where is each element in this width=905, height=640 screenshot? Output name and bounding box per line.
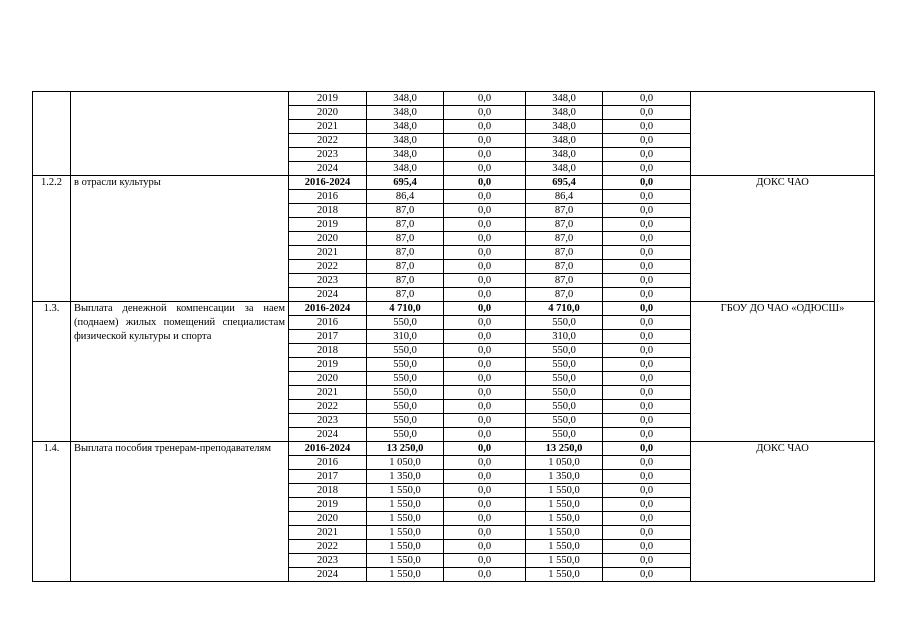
other-value-cell: 0,0 bbox=[603, 218, 691, 232]
year-cell: 2020 bbox=[289, 512, 367, 526]
total-value-cell: 1 050,0 bbox=[367, 456, 444, 470]
other-value-cell: 0,0 bbox=[603, 442, 691, 456]
total-value-cell: 348,0 bbox=[367, 134, 444, 148]
other-value-cell: 0,0 bbox=[603, 92, 691, 106]
federal-value-cell: 0,0 bbox=[444, 330, 526, 344]
table-total-row bbox=[33, 302, 875, 316]
total-value-cell: 1 550,0 bbox=[367, 512, 444, 526]
regional-value-cell: 550,0 bbox=[526, 372, 603, 386]
other-value-cell: 0,0 bbox=[603, 358, 691, 372]
year-cell: 2017 bbox=[289, 330, 367, 344]
federal-value-cell: 0,0 bbox=[444, 148, 526, 162]
year-cell: 2022 bbox=[289, 260, 367, 274]
regional-value-cell: 1 550,0 bbox=[526, 498, 603, 512]
item-name-cell: в отрасли культуры bbox=[71, 176, 289, 302]
total-value-cell: 1 350,0 bbox=[367, 470, 444, 484]
year-cell: 2023 bbox=[289, 148, 367, 162]
federal-value-cell: 0,0 bbox=[444, 344, 526, 358]
federal-value-cell: 0,0 bbox=[444, 442, 526, 456]
federal-value-cell: 0,0 bbox=[444, 246, 526, 260]
regional-value-cell: 4 710,0 bbox=[526, 302, 603, 316]
year-cell: 2021 bbox=[289, 246, 367, 260]
federal-value-cell: 0,0 bbox=[444, 512, 526, 526]
other-value-cell: 0,0 bbox=[603, 246, 691, 260]
total-value-cell: 550,0 bbox=[367, 386, 444, 400]
year-cell: 2016-2024 bbox=[289, 442, 367, 456]
other-value-cell: 0,0 bbox=[603, 274, 691, 288]
total-value-cell: 87,0 bbox=[367, 274, 444, 288]
item-name-cell: Выплата пособия тренерам-преподавателям bbox=[71, 442, 289, 582]
regional-value-cell: 87,0 bbox=[526, 218, 603, 232]
other-value-cell: 0,0 bbox=[603, 302, 691, 316]
total-value-cell: 550,0 bbox=[367, 344, 444, 358]
total-value-cell: 695,4 bbox=[367, 176, 444, 190]
year-cell: 2016 bbox=[289, 456, 367, 470]
regional-value-cell: 348,0 bbox=[526, 162, 603, 176]
regional-value-cell: 1 550,0 bbox=[526, 568, 603, 582]
total-value-cell: 550,0 bbox=[367, 400, 444, 414]
other-value-cell: 0,0 bbox=[603, 232, 691, 246]
total-value-cell: 1 550,0 bbox=[367, 568, 444, 582]
other-value-cell: 0,0 bbox=[603, 106, 691, 120]
regional-value-cell: 348,0 bbox=[526, 148, 603, 162]
budget-table bbox=[32, 91, 875, 582]
regional-value-cell: 348,0 bbox=[526, 92, 603, 106]
other-value-cell: 0,0 bbox=[603, 386, 691, 400]
total-value-cell: 348,0 bbox=[367, 120, 444, 134]
other-value-cell: 0,0 bbox=[603, 540, 691, 554]
year-cell: 2019 bbox=[289, 358, 367, 372]
total-value-cell: 87,0 bbox=[367, 204, 444, 218]
other-value-cell: 0,0 bbox=[603, 484, 691, 498]
federal-value-cell: 0,0 bbox=[444, 540, 526, 554]
other-value-cell: 0,0 bbox=[603, 512, 691, 526]
year-cell: 2020 bbox=[289, 232, 367, 246]
other-value-cell: 0,0 bbox=[603, 190, 691, 204]
year-cell: 2017 bbox=[289, 470, 367, 484]
regional-value-cell: 550,0 bbox=[526, 386, 603, 400]
other-value-cell: 0,0 bbox=[603, 134, 691, 148]
regional-value-cell: 1 550,0 bbox=[526, 526, 603, 540]
federal-value-cell: 0,0 bbox=[444, 400, 526, 414]
federal-value-cell: 0,0 bbox=[444, 372, 526, 386]
total-value-cell: 86,4 bbox=[367, 190, 444, 204]
other-value-cell: 0,0 bbox=[603, 344, 691, 358]
other-value-cell: 0,0 bbox=[603, 204, 691, 218]
regional-value-cell: 86,4 bbox=[526, 190, 603, 204]
year-cell: 2019 bbox=[289, 218, 367, 232]
total-value-cell: 348,0 bbox=[367, 162, 444, 176]
regional-value-cell: 348,0 bbox=[526, 120, 603, 134]
year-cell: 2022 bbox=[289, 134, 367, 148]
federal-value-cell: 0,0 bbox=[444, 456, 526, 470]
other-value-cell: 0,0 bbox=[603, 330, 691, 344]
table-row bbox=[33, 92, 875, 106]
table-total-row bbox=[33, 176, 875, 190]
other-value-cell: 0,0 bbox=[603, 372, 691, 386]
other-value-cell: 0,0 bbox=[603, 498, 691, 512]
year-cell: 2016-2024 bbox=[289, 176, 367, 190]
regional-value-cell: 310,0 bbox=[526, 330, 603, 344]
year-cell: 2018 bbox=[289, 344, 367, 358]
federal-value-cell: 0,0 bbox=[444, 232, 526, 246]
responsible-cell: ДОКС ЧАО bbox=[691, 176, 875, 302]
regional-value-cell: 550,0 bbox=[526, 358, 603, 372]
regional-value-cell: 87,0 bbox=[526, 288, 603, 302]
year-cell: 2019 bbox=[289, 92, 367, 106]
regional-value-cell: 1 350,0 bbox=[526, 470, 603, 484]
regional-value-cell: 1 550,0 bbox=[526, 554, 603, 568]
total-value-cell: 87,0 bbox=[367, 218, 444, 232]
federal-value-cell: 0,0 bbox=[444, 288, 526, 302]
other-value-cell: 0,0 bbox=[603, 120, 691, 134]
other-value-cell: 0,0 bbox=[603, 428, 691, 442]
year-cell: 2023 bbox=[289, 414, 367, 428]
federal-value-cell: 0,0 bbox=[444, 484, 526, 498]
other-value-cell: 0,0 bbox=[603, 554, 691, 568]
regional-value-cell: 550,0 bbox=[526, 414, 603, 428]
total-value-cell: 1 550,0 bbox=[367, 484, 444, 498]
federal-value-cell: 0,0 bbox=[444, 302, 526, 316]
federal-value-cell: 0,0 bbox=[444, 498, 526, 512]
federal-value-cell: 0,0 bbox=[444, 176, 526, 190]
other-value-cell: 0,0 bbox=[603, 162, 691, 176]
year-cell: 2016-2024 bbox=[289, 302, 367, 316]
total-value-cell: 87,0 bbox=[367, 246, 444, 260]
total-value-cell: 348,0 bbox=[367, 92, 444, 106]
year-cell: 2016 bbox=[289, 190, 367, 204]
other-value-cell: 0,0 bbox=[603, 400, 691, 414]
total-value-cell: 550,0 bbox=[367, 358, 444, 372]
year-cell: 2022 bbox=[289, 400, 367, 414]
year-cell: 2016 bbox=[289, 316, 367, 330]
federal-value-cell: 0,0 bbox=[444, 470, 526, 484]
regional-value-cell: 1 550,0 bbox=[526, 512, 603, 526]
total-value-cell: 348,0 bbox=[367, 148, 444, 162]
regional-value-cell: 1 550,0 bbox=[526, 540, 603, 554]
year-cell: 2024 bbox=[289, 568, 367, 582]
federal-value-cell: 0,0 bbox=[444, 554, 526, 568]
year-cell: 2024 bbox=[289, 162, 367, 176]
regional-value-cell: 550,0 bbox=[526, 400, 603, 414]
year-cell: 2018 bbox=[289, 484, 367, 498]
total-value-cell: 87,0 bbox=[367, 232, 444, 246]
year-cell: 2023 bbox=[289, 274, 367, 288]
item-number-cell: 1.3. bbox=[33, 302, 71, 442]
year-cell: 2023 bbox=[289, 554, 367, 568]
other-value-cell: 0,0 bbox=[603, 316, 691, 330]
year-cell: 2021 bbox=[289, 386, 367, 400]
federal-value-cell: 0,0 bbox=[444, 316, 526, 330]
federal-value-cell: 0,0 bbox=[444, 568, 526, 582]
other-value-cell: 0,0 bbox=[603, 568, 691, 582]
year-cell: 2018 bbox=[289, 204, 367, 218]
responsible-cell bbox=[691, 92, 875, 176]
total-value-cell: 550,0 bbox=[367, 428, 444, 442]
year-cell: 2019 bbox=[289, 498, 367, 512]
regional-value-cell: 87,0 bbox=[526, 274, 603, 288]
regional-value-cell: 1 550,0 bbox=[526, 484, 603, 498]
regional-value-cell: 87,0 bbox=[526, 204, 603, 218]
federal-value-cell: 0,0 bbox=[444, 260, 526, 274]
federal-value-cell: 0,0 bbox=[444, 92, 526, 106]
total-value-cell: 1 550,0 bbox=[367, 554, 444, 568]
federal-value-cell: 0,0 bbox=[444, 204, 526, 218]
federal-value-cell: 0,0 bbox=[444, 162, 526, 176]
total-value-cell: 87,0 bbox=[367, 288, 444, 302]
other-value-cell: 0,0 bbox=[603, 176, 691, 190]
item-name-cell bbox=[71, 92, 289, 176]
other-value-cell: 0,0 bbox=[603, 456, 691, 470]
regional-value-cell: 87,0 bbox=[526, 260, 603, 274]
year-cell: 2020 bbox=[289, 372, 367, 386]
total-value-cell: 550,0 bbox=[367, 414, 444, 428]
item-name-cell: Выплата денежной компенсации за наем (поднаем) жилых помещений специалистам физической культуры и спорта bbox=[71, 302, 289, 442]
responsible-cell: ДОКС ЧАО bbox=[691, 442, 875, 582]
regional-value-cell: 550,0 bbox=[526, 344, 603, 358]
federal-value-cell: 0,0 bbox=[444, 274, 526, 288]
federal-value-cell: 0,0 bbox=[444, 190, 526, 204]
total-value-cell: 348,0 bbox=[367, 106, 444, 120]
regional-value-cell: 348,0 bbox=[526, 134, 603, 148]
other-value-cell: 0,0 bbox=[603, 288, 691, 302]
regional-value-cell: 87,0 bbox=[526, 232, 603, 246]
regional-value-cell: 550,0 bbox=[526, 316, 603, 330]
federal-value-cell: 0,0 bbox=[444, 106, 526, 120]
other-value-cell: 0,0 bbox=[603, 260, 691, 274]
federal-value-cell: 0,0 bbox=[444, 120, 526, 134]
year-cell: 2022 bbox=[289, 540, 367, 554]
federal-value-cell: 0,0 bbox=[444, 218, 526, 232]
regional-value-cell: 550,0 bbox=[526, 428, 603, 442]
federal-value-cell: 0,0 bbox=[444, 414, 526, 428]
other-value-cell: 0,0 bbox=[603, 470, 691, 484]
federal-value-cell: 0,0 bbox=[444, 526, 526, 540]
total-value-cell: 310,0 bbox=[367, 330, 444, 344]
total-value-cell: 550,0 bbox=[367, 372, 444, 386]
other-value-cell: 0,0 bbox=[603, 526, 691, 540]
year-cell: 2024 bbox=[289, 428, 367, 442]
year-cell: 2020 bbox=[289, 106, 367, 120]
table-body bbox=[33, 92, 875, 582]
regional-value-cell: 87,0 bbox=[526, 246, 603, 260]
item-number-cell: 1.2.2 bbox=[33, 176, 71, 302]
total-value-cell: 87,0 bbox=[367, 260, 444, 274]
total-value-cell: 4 710,0 bbox=[367, 302, 444, 316]
responsible-cell: ГБОУ ДО ЧАО «ОДЮСШ» bbox=[691, 302, 875, 442]
federal-value-cell: 0,0 bbox=[444, 386, 526, 400]
total-value-cell: 13 250,0 bbox=[367, 442, 444, 456]
item-number-cell: 1.4. bbox=[33, 442, 71, 582]
total-value-cell: 1 550,0 bbox=[367, 540, 444, 554]
table-total-row bbox=[33, 442, 875, 456]
regional-value-cell: 1 050,0 bbox=[526, 456, 603, 470]
federal-value-cell: 0,0 bbox=[444, 428, 526, 442]
year-cell: 2024 bbox=[289, 288, 367, 302]
total-value-cell: 550,0 bbox=[367, 316, 444, 330]
other-value-cell: 0,0 bbox=[603, 148, 691, 162]
year-cell: 2021 bbox=[289, 526, 367, 540]
other-value-cell: 0,0 bbox=[603, 414, 691, 428]
regional-value-cell: 348,0 bbox=[526, 106, 603, 120]
item-number-cell bbox=[33, 92, 71, 176]
federal-value-cell: 0,0 bbox=[444, 358, 526, 372]
total-value-cell: 1 550,0 bbox=[367, 526, 444, 540]
federal-value-cell: 0,0 bbox=[444, 134, 526, 148]
total-value-cell: 1 550,0 bbox=[367, 498, 444, 512]
year-cell: 2021 bbox=[289, 120, 367, 134]
regional-value-cell: 13 250,0 bbox=[526, 442, 603, 456]
regional-value-cell: 695,4 bbox=[526, 176, 603, 190]
